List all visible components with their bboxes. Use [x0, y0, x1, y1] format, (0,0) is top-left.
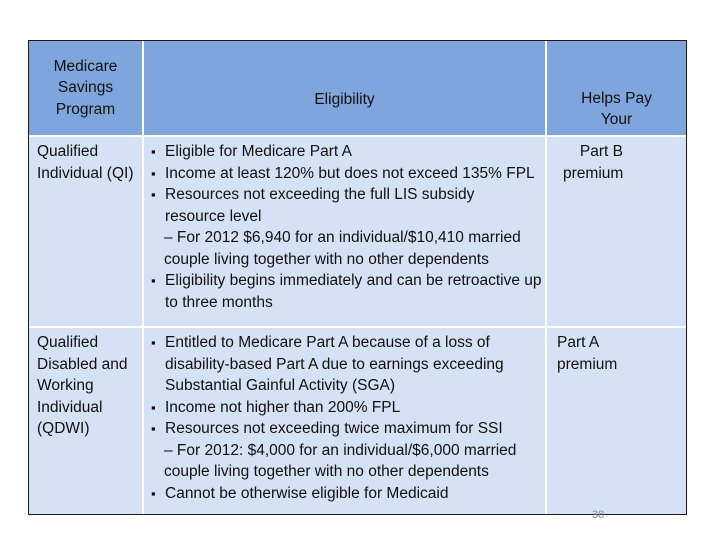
row-qdwi-program [29, 328, 142, 514]
page-number: 38 [592, 509, 605, 521]
header-eligibility [144, 41, 545, 135]
eligibility-item: ▪ Cannot be otherwise eligible for Medicaid [150, 483, 543, 505]
eligibility-item: ▪ Entitled to Medicare Part A because of a loss of disability-based Part A due to earnings exceeding Substantial Gainful Activity (SGA) [150, 332, 525, 397]
eligibility-item: ▪ Income not higher than 200% FPL [150, 397, 543, 419]
program-name: Qualified Disabled and Working Individual (QDWI) [37, 334, 128, 437]
eligibility-item: ▪ Resources not exceeding twice maximum for SSI [150, 418, 543, 440]
eligibility-item: ▪ Resources not exceeding the full LIS subsidy resource level [150, 184, 485, 227]
eligibility-item: ▪ Eligible for Medicare Part A [150, 141, 543, 163]
header-program [29, 41, 142, 135]
header-helps-pay-label: Helps Pay Your [581, 89, 652, 128]
header-helps-pay [547, 41, 686, 135]
row-qi-eligibility [144, 137, 545, 326]
header-program-label: Medicare Savings Program [53, 57, 118, 118]
row-qi-helps-pay [547, 137, 686, 326]
row-qi-program [29, 137, 142, 326]
eligibility-subitem: – For 2012: $4,000 for an individual/$6,000 married couple living together with no other dependents [164, 441, 517, 480]
header-eligibility-label: Eligibility [314, 91, 375, 109]
msp-table [28, 40, 687, 515]
row-qdwi-eligibility [144, 328, 545, 514]
helps-pay-value: Part A premium [557, 334, 618, 373]
eligibility-subitem: – For 2012 $6,940 for an individual/$10,410 married couple living together with no other dependents [164, 229, 521, 268]
eligibility-item: ▪ Eligibility begins immediately and can be retroactive up to three months [150, 270, 543, 313]
row-qdwi-helps-pay [547, 328, 686, 514]
eligibility-item: ▪ Income at least 120% but does not exceed 135% FPL [150, 163, 543, 185]
program-name: Qualified Individual (QI) [37, 143, 134, 182]
helps-pay-value: Part B premium [563, 143, 624, 182]
